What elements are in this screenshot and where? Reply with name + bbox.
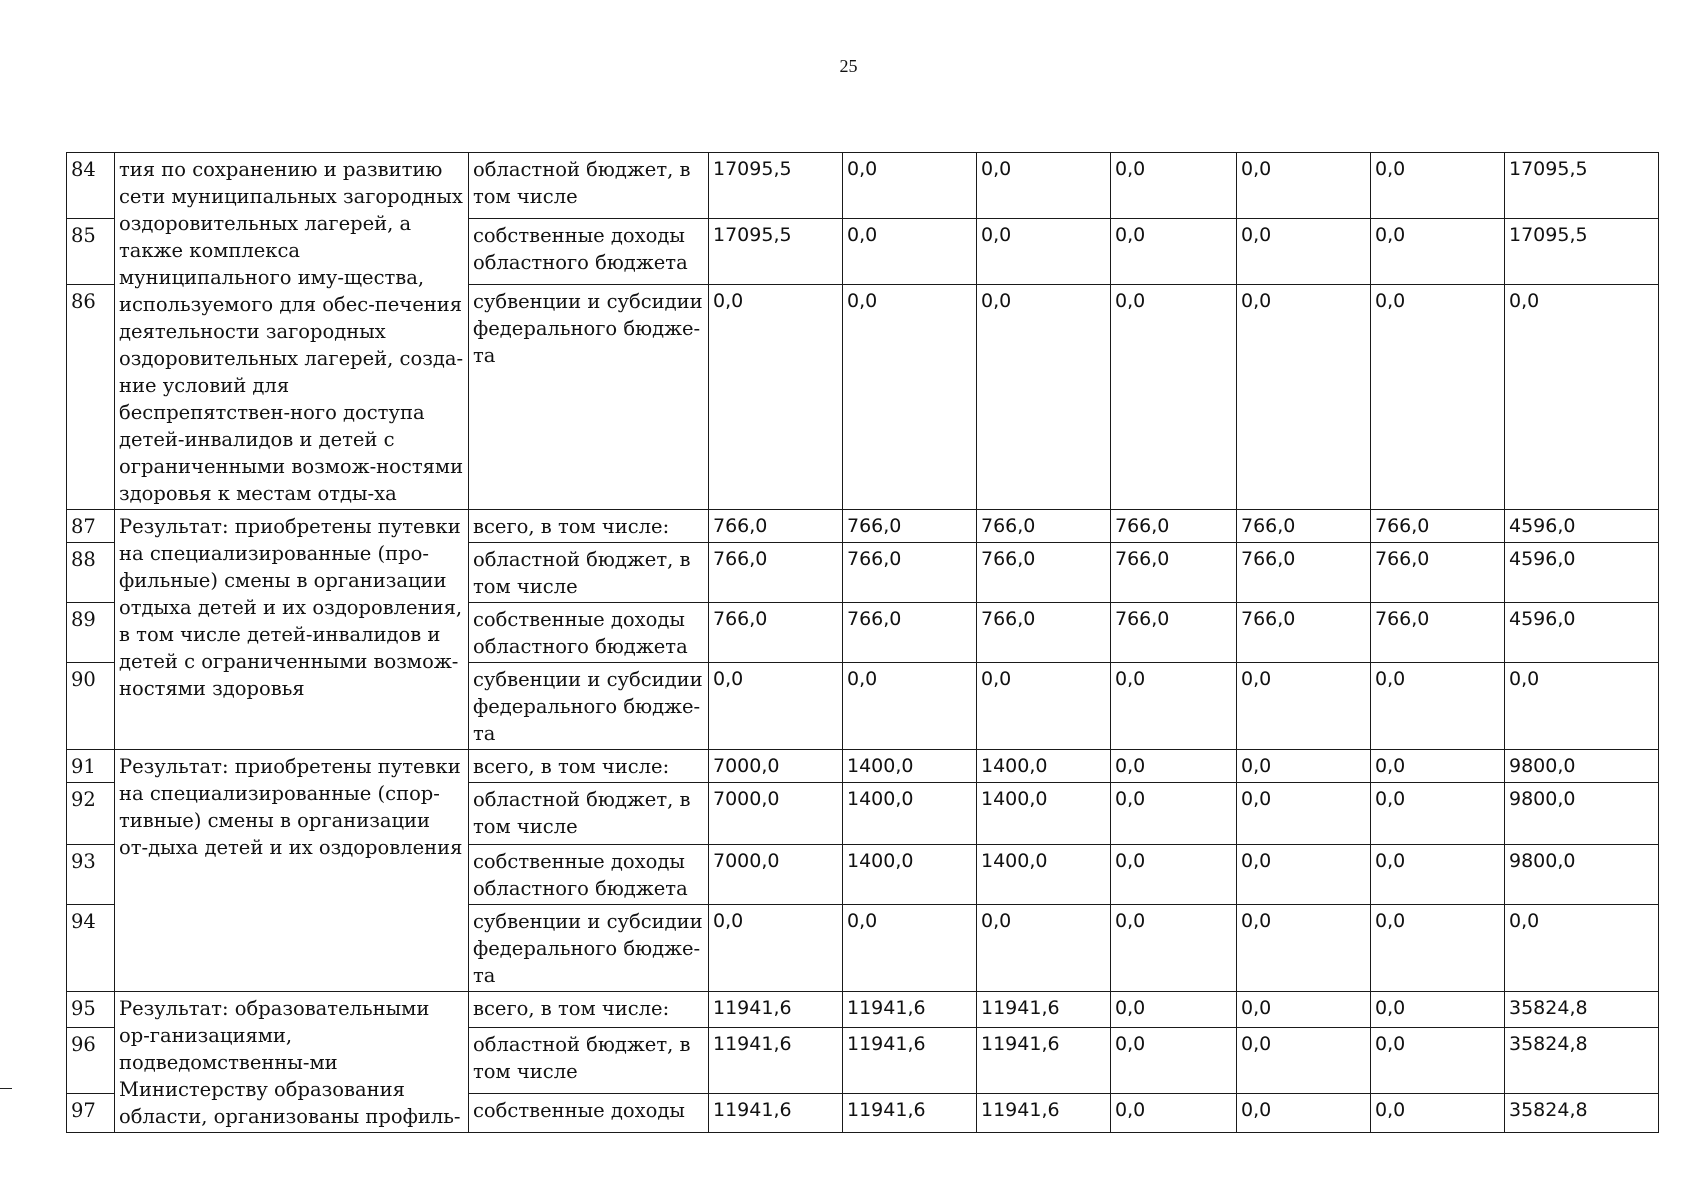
funding-source: субвенции и субсидии федерального бюдже-та <box>469 905 709 992</box>
funding-source: собственные доходы областного бюджета <box>469 219 709 285</box>
amount-value: 1400,0 <box>843 845 977 905</box>
total-value: 35824,8 <box>1505 992 1659 1028</box>
amount-value: 766,0 <box>843 510 977 543</box>
amount-value: 7000,0 <box>709 845 843 905</box>
amount-value: 11941,6 <box>977 1028 1111 1094</box>
amount-value: 0,0 <box>1111 285 1237 510</box>
amount-value: 0,0 <box>1371 663 1505 750</box>
amount-value: 11941,6 <box>977 992 1111 1028</box>
amount-value: 0,0 <box>1237 905 1371 992</box>
row-number: 85 <box>67 219 115 285</box>
funding-source: субвенции и субсидии федерального бюдже-та <box>469 285 709 510</box>
amount-value: 0,0 <box>1371 783 1505 845</box>
amount-value: 11941,6 <box>843 1028 977 1094</box>
amount-value: 0,0 <box>1111 992 1237 1028</box>
amount-value: 766,0 <box>709 603 843 663</box>
amount-value: 766,0 <box>1237 510 1371 543</box>
amount-value: 17095,5 <box>709 219 843 285</box>
amount-value: 1400,0 <box>977 845 1111 905</box>
row-number: 93 <box>67 845 115 905</box>
amount-value: 0,0 <box>1111 845 1237 905</box>
amount-value: 0,0 <box>843 905 977 992</box>
amount-value: 0,0 <box>1371 992 1505 1028</box>
total-value: 9800,0 <box>1505 845 1659 905</box>
amount-value: 766,0 <box>1371 603 1505 663</box>
amount-value: 0,0 <box>843 285 977 510</box>
amount-value: 766,0 <box>1237 543 1371 603</box>
row-number: 89 <box>67 603 115 663</box>
amount-value: 11941,6 <box>709 1093 843 1132</box>
amount-value: 0,0 <box>1371 905 1505 992</box>
row-number: 87 <box>67 510 115 543</box>
row-number: 97 <box>67 1093 115 1132</box>
total-value: 9800,0 <box>1505 750 1659 783</box>
amount-value: 766,0 <box>1111 543 1237 603</box>
total-value: 35824,8 <box>1505 1093 1659 1132</box>
funding-source: областной бюджет, в том числе <box>469 1028 709 1094</box>
total-value: 0,0 <box>1505 663 1659 750</box>
total-value: 35824,8 <box>1505 1028 1659 1094</box>
amount-value: 0,0 <box>1371 1093 1505 1132</box>
amount-value: 0,0 <box>1111 783 1237 845</box>
amount-value: 766,0 <box>1371 510 1505 543</box>
amount-value: 0,0 <box>1111 219 1237 285</box>
funding-source: собственные доходы <box>469 1093 709 1132</box>
amount-value: 0,0 <box>1111 153 1237 219</box>
amount-value: 0,0 <box>1371 750 1505 783</box>
amount-value: 0,0 <box>1371 1028 1505 1094</box>
amount-value: 0,0 <box>977 905 1111 992</box>
amount-value: 1400,0 <box>977 750 1111 783</box>
amount-value: 766,0 <box>843 543 977 603</box>
total-value: 9800,0 <box>1505 783 1659 845</box>
amount-value: 17095,5 <box>709 153 843 219</box>
amount-value: 11941,6 <box>709 1028 843 1094</box>
amount-value: 766,0 <box>977 603 1111 663</box>
amount-value: 0,0 <box>1237 992 1371 1028</box>
amount-value: 766,0 <box>1371 543 1505 603</box>
amount-value: 0,0 <box>1237 219 1371 285</box>
amount-value: 11941,6 <box>709 992 843 1028</box>
amount-value: 0,0 <box>1371 153 1505 219</box>
amount-value: 0,0 <box>1371 285 1505 510</box>
amount-value: 0,0 <box>1237 663 1371 750</box>
total-value: 17095,5 <box>1505 219 1659 285</box>
amount-value: 11941,6 <box>843 992 977 1028</box>
amount-value: 0,0 <box>1237 750 1371 783</box>
amount-value: 0,0 <box>977 153 1111 219</box>
amount-value: 7000,0 <box>709 750 843 783</box>
amount-value: 0,0 <box>709 905 843 992</box>
amount-value: 766,0 <box>977 510 1111 543</box>
funding-source: собственные доходы областного бюджета <box>469 845 709 905</box>
amount-value: 11941,6 <box>843 1093 977 1132</box>
row-number: 95 <box>67 992 115 1028</box>
measure-description: Результат: образовательными ор-ганизациями, подведомственны-ми Министерству образования области, организованы профиль- <box>115 992 469 1133</box>
table-row <box>67 750 1659 783</box>
row-number: 90 <box>67 663 115 750</box>
amount-value: 0,0 <box>1111 1093 1237 1132</box>
amount-value: 0,0 <box>977 285 1111 510</box>
amount-value: 0,0 <box>843 219 977 285</box>
row-number: 94 <box>67 905 115 992</box>
amount-value: 0,0 <box>709 663 843 750</box>
amount-value: 0,0 <box>1111 750 1237 783</box>
total-value: 4596,0 <box>1505 603 1659 663</box>
funding-source: областной бюджет, в том числе <box>469 543 709 603</box>
row-number: 92 <box>67 783 115 845</box>
amount-value: 1400,0 <box>843 783 977 845</box>
row-number: 91 <box>67 750 115 783</box>
amount-value: 1400,0 <box>977 783 1111 845</box>
funding-source: областной бюджет, в том числе <box>469 783 709 845</box>
amount-value: 0,0 <box>1237 783 1371 845</box>
amount-value: 1400,0 <box>843 750 977 783</box>
amount-value: 0,0 <box>1237 153 1371 219</box>
funding-source: областной бюджет, в том числе <box>469 153 709 219</box>
amount-value: 7000,0 <box>709 783 843 845</box>
table-row <box>67 992 1659 1028</box>
row-number: 84 <box>67 153 115 219</box>
funding-source: всего, в том числе: <box>469 992 709 1028</box>
budget-table <box>66 152 1659 1133</box>
amount-value: 11941,6 <box>977 1093 1111 1132</box>
amount-value: 0,0 <box>1237 1093 1371 1132</box>
amount-value: 0,0 <box>1237 285 1371 510</box>
table-row <box>67 153 1659 219</box>
amount-value: 0,0 <box>1237 845 1371 905</box>
margin-mark <box>0 1088 12 1089</box>
measure-description: Результат: приобретены путевки на специализированные (про-фильные) смены в организации отдыха детей и их оздоровления, в том числе детей-инвалидов и детей с ограниченными возмож-ностями здоровья <box>115 510 469 750</box>
amount-value: 766,0 <box>709 510 843 543</box>
amount-value: 0,0 <box>1111 663 1237 750</box>
row-number: 96 <box>67 1028 115 1094</box>
amount-value: 0,0 <box>1111 905 1237 992</box>
amount-value: 0,0 <box>709 285 843 510</box>
page-number: 25 <box>839 56 858 76</box>
row-number: 86 <box>67 285 115 510</box>
amount-value: 0,0 <box>1371 845 1505 905</box>
total-value: 0,0 <box>1505 905 1659 992</box>
amount-value: 766,0 <box>1111 510 1237 543</box>
funding-source: всего, в том числе: <box>469 750 709 783</box>
amount-value: 766,0 <box>1111 603 1237 663</box>
total-value: 4596,0 <box>1505 543 1659 603</box>
funding-source: собственные доходы областного бюджета <box>469 603 709 663</box>
row-number: 88 <box>67 543 115 603</box>
amount-value: 766,0 <box>843 603 977 663</box>
amount-value: 766,0 <box>1237 603 1371 663</box>
measure-description: тия по сохранению и развитию сети муниципальных загородных оздоровительных лагерей, а также комплекса муниципального иму-щества, используемого для обес-печения деятельности загородных оздоровительных лагерей, созда-ние условий для беспрепятствен-ного доступа детей-инвалидов и детей с ограниченными возмож-ностями здоровья к местам отды-ха <box>115 153 469 510</box>
amount-value: 766,0 <box>977 543 1111 603</box>
amount-value: 0,0 <box>843 153 977 219</box>
amount-value: 0,0 <box>977 663 1111 750</box>
amount-value: 766,0 <box>709 543 843 603</box>
funding-source: субвенции и субсидии федерального бюдже-та <box>469 663 709 750</box>
amount-value: 0,0 <box>843 663 977 750</box>
total-value: 0,0 <box>1505 285 1659 510</box>
funding-source: всего, в том числе: <box>469 510 709 543</box>
measure-description: Результат: приобретены путевки на специализированные (спор-тивные) смены в организации от-дыха детей и их оздоровления <box>115 750 469 992</box>
amount-value: 0,0 <box>1237 1028 1371 1094</box>
amount-value: 0,0 <box>1111 1028 1237 1094</box>
amount-value: 0,0 <box>977 219 1111 285</box>
total-value: 4596,0 <box>1505 510 1659 543</box>
amount-value: 0,0 <box>1371 219 1505 285</box>
total-value: 17095,5 <box>1505 153 1659 219</box>
table-row <box>67 510 1659 543</box>
